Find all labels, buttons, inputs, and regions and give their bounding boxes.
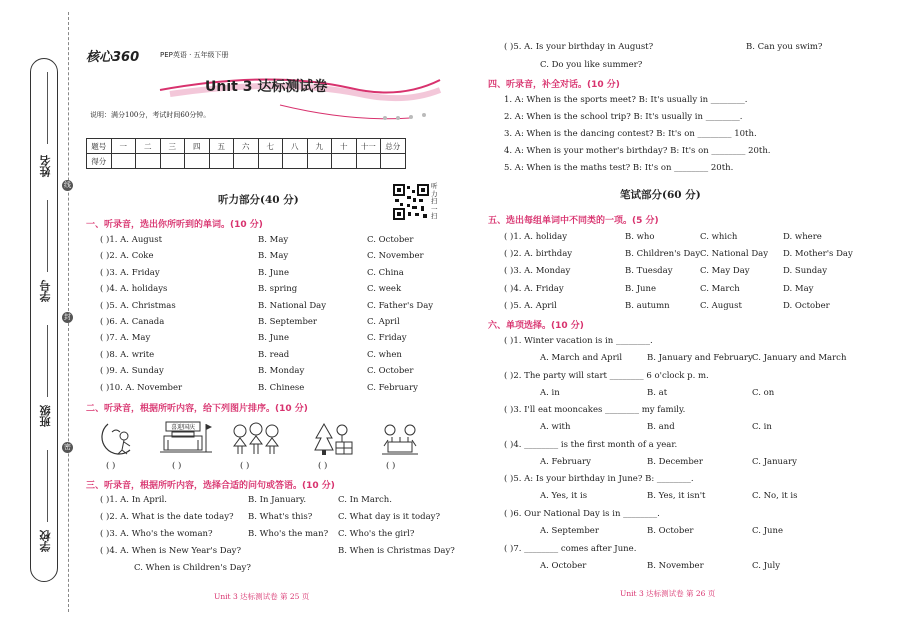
s6-item-1-a[interactable]: A. March and April xyxy=(540,353,623,363)
s6-item-2-c[interactable]: C. on xyxy=(752,387,775,398)
s6-item-2[interactable]: ( )2. The party will start ________ 6 o'clock p. m. xyxy=(504,370,709,381)
s6-item-1[interactable]: ( )1. Winter vacation is in ________. xyxy=(504,336,653,346)
s5-item-1-c[interactable]: C. which xyxy=(700,232,738,242)
score-header-cell: 八 xyxy=(283,139,308,154)
score-field[interactable] xyxy=(234,154,259,169)
s1-item-5-c[interactable]: C. Father's Day xyxy=(367,300,434,311)
score-row-label: 得分 xyxy=(87,154,112,169)
s1-item-10-b[interactable]: B. Chinese xyxy=(258,382,305,393)
seal-line-mark: 线 xyxy=(64,181,71,189)
s5-item-1-b[interactable]: B. who xyxy=(625,232,655,242)
s1-item-8-b[interactable]: B. read xyxy=(258,349,290,360)
s1-item-1-c[interactable]: C. October xyxy=(367,235,414,245)
s1-item-7-b[interactable]: B. June xyxy=(258,333,290,344)
logo: 核心360 xyxy=(86,50,140,65)
score-header-cell: 一 xyxy=(111,139,136,154)
seal-secret-mark: 密 xyxy=(64,443,71,451)
s1-item-7[interactable]: ( )7. A. May xyxy=(100,333,151,344)
school-line xyxy=(47,450,48,522)
s6-item-4-c[interactable]: C. January xyxy=(752,456,797,467)
score-header-cell: 六 xyxy=(234,139,259,154)
s6-item-4-b[interactable]: B. December xyxy=(647,456,703,467)
s3-item-5-b[interactable]: B. Can you swim? xyxy=(746,42,823,52)
class-line xyxy=(47,325,48,397)
banner-text: 喜迎国庆 xyxy=(170,424,196,431)
s5-item-5[interactable]: ( )5. A. April xyxy=(504,300,557,311)
s6-item-3[interactable]: ( )3. I'll eat mooncakes ________ my family. xyxy=(504,405,686,416)
s6-item-5-c[interactable]: C. No, it is xyxy=(752,491,798,502)
s1-item-3-b[interactable]: B. June xyxy=(258,267,290,278)
picture-children-group xyxy=(230,420,282,458)
picture-christmas-tree xyxy=(312,420,356,458)
score-field[interactable] xyxy=(185,154,210,169)
section-4-title: 四、听录音，补全对话。(10 分) xyxy=(488,80,620,90)
score-field[interactable] xyxy=(136,154,161,169)
score-field[interactable] xyxy=(111,154,136,169)
s3-item-5[interactable]: ( )5. A. Is your birthday in August? xyxy=(504,42,654,52)
s6-item-5-a[interactable]: A. Yes, it is xyxy=(540,491,588,502)
s6-item-1-c[interactable]: C. January and March xyxy=(752,353,847,363)
s1-item-10-c[interactable]: C. February xyxy=(367,382,418,393)
score-header-cell: 九 xyxy=(307,139,332,154)
s6-item-7[interactable]: ( )7. ________ comes after June. xyxy=(504,543,637,554)
s1-item-4-b[interactable]: B. spring xyxy=(258,284,298,295)
s3-item-1[interactable]: ( )1. A. In April. xyxy=(100,495,168,505)
score-field[interactable] xyxy=(332,154,357,169)
score-field[interactable] xyxy=(283,154,308,169)
section-5-title: 五、选出每组单词中不同类的一项。(5 分) xyxy=(488,216,659,226)
s1-item-9-b[interactable]: B. Monday xyxy=(258,366,305,377)
score-field[interactable] xyxy=(356,154,381,169)
written-title: 笔试部分(60 分) xyxy=(620,189,701,201)
name-line xyxy=(47,72,48,144)
score-header-cell: 四 xyxy=(185,139,210,154)
series-label: PEP英语 · 五年级下册 xyxy=(160,51,229,59)
s6-item-4-a[interactable]: A. February xyxy=(540,456,591,467)
qr-caption: 听力扫一扫 xyxy=(431,182,438,220)
s5-item-3-d[interactable]: D. Sunday xyxy=(783,266,827,277)
score-entry-row xyxy=(87,154,406,169)
footer-left: Unit 3 达标测试卷 第 25 页 xyxy=(214,592,310,601)
s6-item-4[interactable]: ( )4. ________ is the first month of a year. xyxy=(504,439,678,450)
s6-item-2-a[interactable]: A. in xyxy=(540,387,560,398)
s1-item-6[interactable]: ( )6. A. Canada xyxy=(100,317,165,327)
s1-item-2-b[interactable]: B. May xyxy=(258,251,289,262)
exam-note: 说明：满分100分，考试时间60分钟。 xyxy=(90,111,211,119)
s5-item-4[interactable]: ( )4. A. Friday xyxy=(504,283,564,294)
qr-code-icon[interactable] xyxy=(393,184,429,220)
footer-right: Unit 3 达标测试卷 第 26 页 xyxy=(620,589,716,598)
s1-item-3-c[interactable]: C. China xyxy=(367,267,404,278)
score-header-cell: 十 xyxy=(332,139,357,154)
s5-item-3[interactable]: ( )3. A. Monday xyxy=(504,266,571,277)
s3-item-2[interactable]: ( )2. A. What is the date today? xyxy=(100,512,234,522)
s5-item-3-b[interactable]: B. Tuesday xyxy=(625,266,673,277)
picture-answer-5[interactable]: ( ) xyxy=(386,461,396,471)
score-field[interactable] xyxy=(381,154,406,169)
score-header-cell: 题号 xyxy=(87,139,112,154)
s1-item-8[interactable]: ( )8. A. write xyxy=(100,349,155,360)
s6-item-7-a[interactable]: A. October xyxy=(540,560,587,571)
s3-item-3[interactable]: ( )3. A. Who's the woman? xyxy=(100,529,213,539)
s5-item-4-b[interactable]: B. June xyxy=(625,283,657,294)
student-id-line xyxy=(47,200,48,272)
school-label: 学校 xyxy=(39,530,52,552)
s5-item-4-d[interactable]: D. May xyxy=(783,283,814,294)
score-header-cell: 七 xyxy=(258,139,283,154)
s5-item-2-c[interactable]: C. National Day xyxy=(700,249,769,260)
picture-moon-girl xyxy=(100,420,144,458)
s3-item-4[interactable]: ( )4. A. When is New Year's Day? xyxy=(100,546,242,556)
score-field[interactable] xyxy=(307,154,332,169)
s6-item-2-b[interactable]: B. at xyxy=(647,387,668,398)
s4-item-3[interactable]: 3. A: When is the dancing contest? B: It's on ________ 10th. xyxy=(504,129,757,139)
s5-item-1-d[interactable]: D. where xyxy=(783,232,822,242)
s6-item-1-b[interactable]: B. January and February xyxy=(647,353,753,363)
s1-item-4-c[interactable]: C. week xyxy=(367,284,402,295)
s4-item-1[interactable]: 1. A: When is the sports meet? B: It's usually in ________. xyxy=(504,95,748,105)
s3-item-3-b[interactable]: B. Who's the man? xyxy=(248,529,329,539)
picture-birthday-party xyxy=(378,420,422,458)
s5-item-1[interactable]: ( )1. A. holiday xyxy=(504,232,568,242)
s6-item-3-b[interactable]: B. and xyxy=(647,422,675,433)
s1-item-5[interactable]: ( )5. A. Christmas xyxy=(100,300,176,311)
score-table xyxy=(86,138,406,169)
s5-item-2[interactable]: ( )2. A. birthday xyxy=(504,249,573,260)
s6-item-3-a[interactable]: A. with xyxy=(540,422,571,433)
score-header-cell: 三 xyxy=(160,139,185,154)
s6-item-6[interactable]: ( )6. Our National Day is in ________. xyxy=(504,509,660,519)
s1-item-9-c[interactable]: C. October xyxy=(367,366,414,377)
score-header-cell: 五 xyxy=(209,139,234,154)
s3-item-5-c[interactable]: C. Do you like summer? xyxy=(540,60,643,70)
s5-item-4-c[interactable]: C. March xyxy=(700,283,740,294)
s3-item-4-c[interactable]: C. When is Children's Day? xyxy=(134,563,251,573)
s5-item-5-c[interactable]: C. August xyxy=(700,300,742,311)
picture-national-day xyxy=(158,418,214,456)
s5-item-2-b[interactable]: B. Children's Day xyxy=(625,249,701,260)
s6-item-6-c[interactable]: C. June xyxy=(752,526,783,536)
s1-item-3[interactable]: ( )3. A. Friday xyxy=(100,267,160,278)
s4-item-4[interactable]: 4. A: When is your mother's birthday? B: It's on ________ 20th. xyxy=(504,146,771,156)
s3-item-4-b[interactable]: B. When is Christmas Day? xyxy=(338,546,455,556)
s1-item-5-b[interactable]: B. National Day xyxy=(258,300,327,311)
s1-item-6-b[interactable]: B. September xyxy=(258,317,317,327)
s1-item-4[interactable]: ( )4. A. holidays xyxy=(100,284,168,295)
s3-item-1-b[interactable]: B. In January. xyxy=(248,495,307,505)
s3-item-1-c[interactable]: C. In March. xyxy=(338,495,392,505)
s6-item-3-c[interactable]: C. in xyxy=(752,422,772,433)
s1-item-2-c[interactable]: C. November xyxy=(367,251,424,262)
s3-item-3-c[interactable]: C. Who's the girl? xyxy=(338,529,415,539)
seal-seal-mark: 封 xyxy=(64,313,71,321)
score-field[interactable] xyxy=(258,154,283,169)
s6-item-5[interactable]: ( )5. A: Is your birthday in June? B: ________. xyxy=(504,474,694,485)
s1-item-2[interactable]: ( )2. A. Coke xyxy=(100,251,154,262)
listening-title: 听力部分(40 分) xyxy=(218,194,299,206)
s1-item-1[interactable]: ( )1. A. August xyxy=(100,235,162,245)
s6-item-6-a[interactable]: A. September xyxy=(540,526,599,536)
student-id-label: 学号 xyxy=(39,280,52,302)
picture-answer-1[interactable]: ( ) xyxy=(106,461,116,471)
s5-item-3-c[interactable]: C. May Day xyxy=(700,266,750,277)
s1-item-1-b[interactable]: B. May xyxy=(258,235,289,245)
class-label: 班级 xyxy=(39,405,52,427)
section-1-title: 一、听录音，选出你所听到的单词。(10 分) xyxy=(86,220,263,230)
picture-answer-3[interactable]: ( ) xyxy=(240,461,250,471)
picture-answer-4[interactable]: ( ) xyxy=(318,461,328,471)
score-field[interactable] xyxy=(209,154,234,169)
s6-item-5-b[interactable]: B. Yes, it isn't xyxy=(647,491,706,502)
section-6-title: 六、单项选择。(10 分) xyxy=(488,321,584,331)
s5-item-5-b[interactable]: B. autumn xyxy=(625,300,670,311)
s4-item-5[interactable]: 5. A: When is the maths test? B: It's on ________ 20th. xyxy=(504,163,734,173)
s6-item-6-b[interactable]: B. October xyxy=(647,526,694,536)
s6-item-7-c[interactable]: C. July xyxy=(752,560,781,571)
s6-item-7-b[interactable]: B. November xyxy=(647,560,704,571)
score-header-cell: 十一 xyxy=(356,139,381,154)
s1-item-10[interactable]: ( )10. A. November xyxy=(100,382,183,393)
s5-item-2-d[interactable]: D. Mother's Day xyxy=(783,249,853,260)
s1-item-9[interactable]: ( )9. A. Sunday xyxy=(100,366,164,377)
page-title: Unit 3 达标测试卷 xyxy=(205,79,328,95)
score-header-cell: 总分 xyxy=(381,139,406,154)
score-header-row xyxy=(87,139,406,154)
s1-item-6-c[interactable]: C. April xyxy=(367,317,400,327)
s5-item-5-d[interactable]: D. October xyxy=(783,300,830,311)
s1-item-7-c[interactable]: C. Friday xyxy=(367,333,407,344)
section-3-title: 三、听录音，根据所听内容，选择合适的问句或答语。(10 分) xyxy=(86,481,335,491)
score-field[interactable] xyxy=(160,154,185,169)
binding-strip xyxy=(30,58,58,582)
name-label: 姓名 xyxy=(39,155,52,177)
s4-item-2[interactable]: 2. A: When is the school trip? B: It's usually in ________. xyxy=(504,112,743,122)
s1-item-8-c[interactable]: C. when xyxy=(367,349,402,360)
section-2-title: 二、听录音，根据所听内容，给下列图片排序。(10 分) xyxy=(86,404,308,414)
score-header-cell: 二 xyxy=(136,139,161,154)
picture-answer-2[interactable]: ( ) xyxy=(172,461,182,471)
s3-item-2-b[interactable]: B. What's this? xyxy=(248,512,313,522)
s3-item-2-c[interactable]: C. What day is it today? xyxy=(338,512,441,522)
